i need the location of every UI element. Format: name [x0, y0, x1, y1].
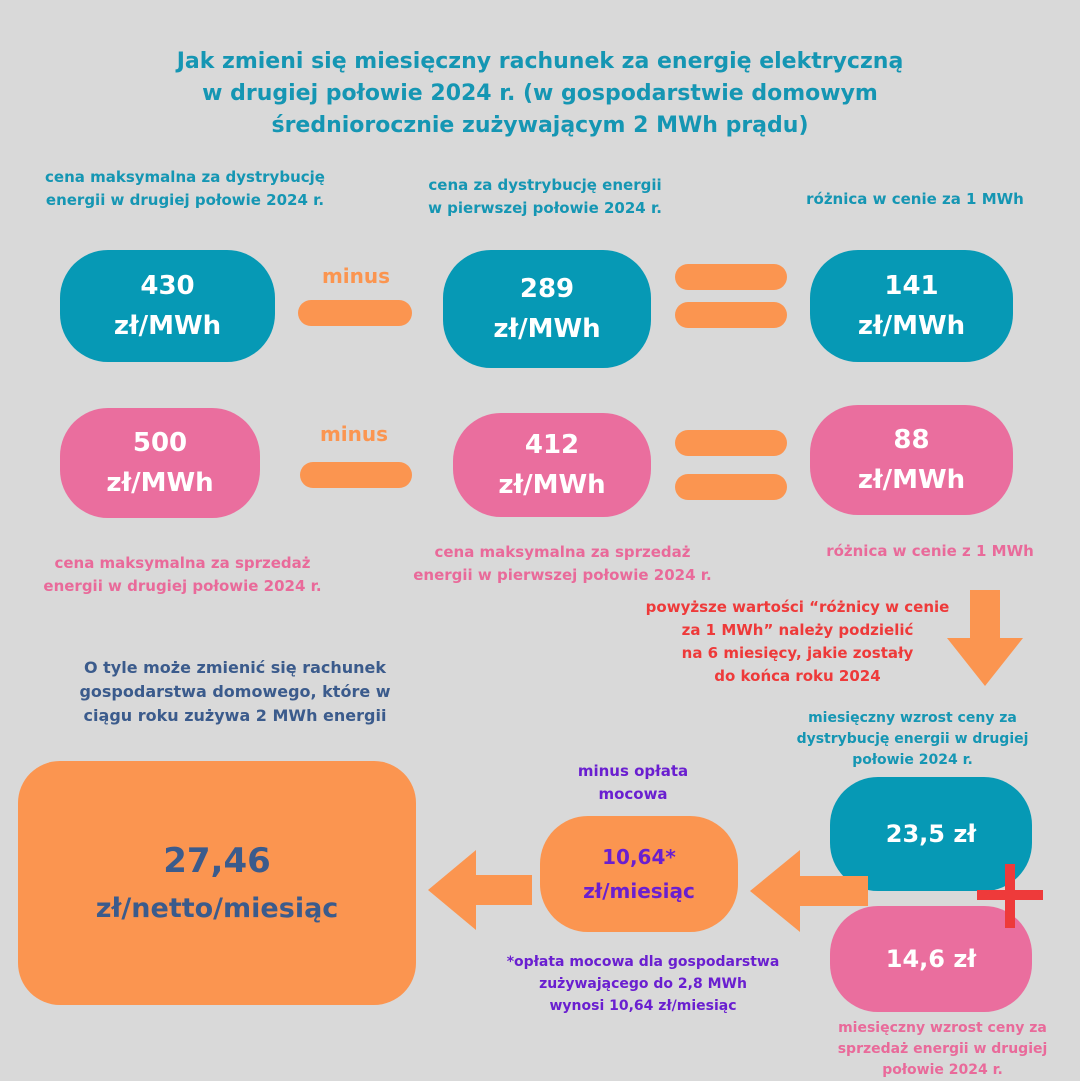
distribution-max-value: 430 [140, 271, 195, 301]
equals-sign-distribution-top [675, 264, 787, 290]
distribution-first-pill [443, 250, 651, 368]
result-unit: zł/netto/miesiąc [95, 893, 339, 924]
sales-diff-value: 88 [893, 425, 930, 455]
instruction-text: powyższe wartości “różnicy w cenie za 1 MWh” należy podzielić na 6 miesięcy, jakie zostały do końca roku 2024 [645, 598, 950, 685]
arrow-left-icon [426, 848, 534, 932]
label-distribution-diff: różnica w cenie za 1 MWh [806, 190, 1024, 208]
label-capacity-fee: minus opłata mocowa [577, 762, 689, 803]
label-monthly-sales: miesięczny wzrost ceny za sprzedaż energii w drugiej połowie 2024 r. [837, 1020, 1048, 1078]
sales-max-pill [60, 408, 260, 518]
sales-max-unit: zł/MWh [106, 468, 214, 498]
sales-first-unit: zł/MWh [498, 470, 606, 500]
label-distribution-first: cena za dystrybucję energii w pierwszej połowie 2024 r. [428, 176, 662, 217]
distribution-diff-unit: zł/MWh [857, 311, 966, 341]
result-value: 27,46 [163, 841, 271, 881]
distribution-first-unit: zł/MWh [493, 314, 601, 344]
label-sales-first: cena maksymalna za sprzedaż energii w pierwszej połowie 2024 r. [413, 543, 712, 584]
label-sales-diff: różnica w cenie z 1 MWh [826, 542, 1034, 560]
plus-icon [975, 862, 1045, 930]
equals-sign-sales-top [675, 430, 787, 456]
arrow-down-icon [945, 588, 1025, 688]
equals-sign-sales-bottom [675, 474, 787, 500]
sales-diff-unit: zł/MWh [857, 465, 966, 495]
page-title: Jak zmieni się miesięczny rachunek za energię elektryczną w drugiej połowie 2024 r. (w gospodarstwie domowym średniorocznie zużywającym 2 MWh prądu) [176, 49, 904, 138]
equals-sign-distribution-bottom [675, 302, 787, 328]
sales-max-value: 500 [132, 428, 188, 458]
sales-first-value: 412 [524, 430, 580, 460]
sales-minus-label: minus [319, 422, 389, 446]
capacity-fee-footnote: *opłata mocowa dla gospodarstwa zużywającego do 2,8 MWh wynosi 10,64 zł/miesiąc [506, 954, 780, 1014]
label-sales-max: cena maksymalna za sprzedaż energii w drugiej połowie 2024 r. [43, 554, 322, 595]
distribution-minus-label: minus [321, 264, 391, 288]
monthly-sales-value: 14,6 zł [885, 945, 977, 973]
monthly-distribution-value: 23,5 zł [885, 820, 977, 848]
distribution-diff-pill [810, 250, 1013, 362]
minus-sign-distribution [298, 300, 412, 326]
minus-sign-sales [300, 462, 412, 488]
arrow-left-icon [748, 848, 870, 934]
distribution-diff-value: 141 [884, 271, 939, 301]
capacity-fee-pill [540, 816, 738, 932]
result-box [18, 761, 416, 1005]
distribution-max-unit: zł/MWh [113, 311, 222, 341]
sales-diff-pill [810, 405, 1013, 515]
distribution-max-pill [60, 250, 275, 362]
label-distribution-max: cena maksymalna za dystrybucję energii w drugiej połowie 2024 r. [45, 168, 325, 209]
result-label: O tyle może zmienić się rachunek gospodarstwa domowego, które w ciągu roku zużywa 2 MWh energii [79, 658, 391, 725]
capacity-fee-unit: zł/miesiąc [583, 879, 695, 903]
distribution-first-value: 289 [519, 274, 575, 304]
sales-first-pill [453, 413, 651, 517]
label-monthly-distribution: miesięczny wzrost ceny za dystrybucję energii w drugiej połowie 2024 r. [796, 710, 1029, 768]
capacity-fee-value: 10,64* [602, 845, 676, 869]
